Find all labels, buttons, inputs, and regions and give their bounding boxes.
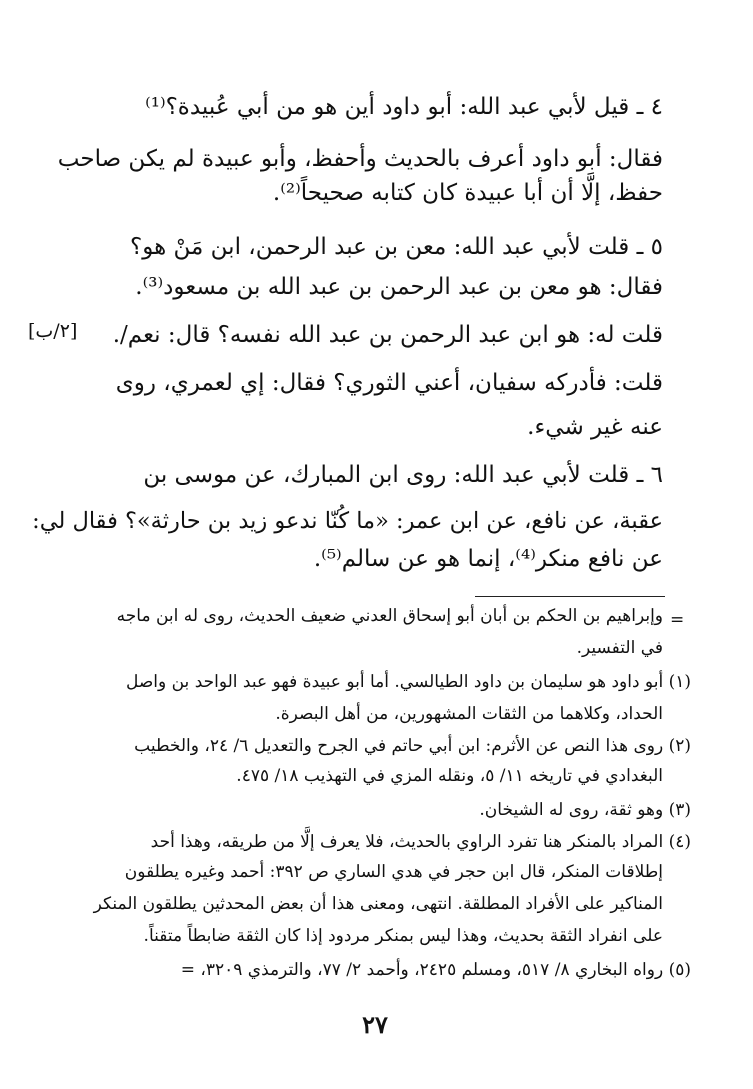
body-line: ٦ ـ قلت لأبي عبد الله: روى ابن المبارك، عن موسى بن (143, 462, 663, 488)
footnote-line: وإبراهيم بن الحكم بن أبان أبو إسحاق العدني ضعيف الحديث، روى له ابن ماجه (116, 606, 663, 626)
footnote-line: إطلاقات المنكر، قال ابن حجر في هدي الساري ص ٣٩٢: أحمد وغيره يطلقون (124, 862, 663, 882)
body-line: فقال: هو معن بن عبد الرحمن بن عبد الله بن مسعود⁽³⁾. (135, 274, 663, 300)
body-line: ٤ ـ قيل لأبي عبد الله: أبو داود أين هو من أبي عُبيدة؟⁽¹⁾ (145, 94, 663, 120)
footnote-line: (١) أبو داود هو سليمان بن داود الطيالسي. أما أبو عبيدة فهو عبد الواحد بن واصل (125, 672, 691, 692)
footnote-line: في التفسير. (576, 638, 663, 658)
body-line: فقال: أبو داود أعرف بالحديث وأحفظ، وأبو عبيدة لم يكن صاحب (57, 146, 663, 172)
body-line: عقبة، عن نافع، عن ابن عمر: «ما كُنّا ندعو زيد بن حارثة»؟ فقال لي: (32, 508, 663, 534)
body-line: قلت له: هو ابن عبد الرحمن بن عبد الله نفسه؟ قال: نعم/. (112, 322, 663, 348)
footnote-line: (٣) وهو ثقة، روى له الشيخان. (479, 800, 691, 820)
body-line: عن نافع منكر⁽⁴⁾، إنما هو عن سالم⁽⁵⁾. (313, 546, 663, 572)
footnote-line: على انفراد الثقة بحديث، وهذا ليس بمنكر مردود إذا كان الثقة ضابطاً متقناً. (143, 926, 663, 946)
footnote-line: (٥) رواه البخاري ٨/ ٥١٧، ومسلم ٢٤٢٥، وأحمد ٢/ ٧٧، والترمذي ٣٢٠٩، = (180, 960, 691, 980)
footnote-line: المناكير على الأفراد المطلقة. انتهى، ومعنى هذا أن بعض المحدثين يطلقون المنكر (93, 894, 663, 914)
body-line: حفظ، إلَّا أن أبا عبيدة كان كتابه صحيحاً⁽²⁾. (272, 180, 663, 206)
manuscript-folio-marker: [٢/ب] (28, 320, 78, 342)
body-line: قلت: فأدركه سفيان، أعني الثوري؟ فقال: إي لعمري، روى (115, 370, 663, 396)
footnote-line: الحداد، وكلاهما من الثقات المشهورين، من أهل البصرة. (275, 704, 663, 724)
body-line: عنه غير شيء. (527, 414, 663, 440)
body-line: ٥ ـ قلت لأبي عبد الله: معن بن عبد الرحمن، ابن مَنْ هو؟ (130, 234, 663, 260)
continuation-mark: = (670, 610, 685, 630)
footnote-separator (475, 596, 665, 597)
footnote-line: (٢) روى هذا النص عن الأثرم: ابن أبي حاتم في الجرح والتعديل ٦/ ٢٤، والخطيب (134, 736, 691, 756)
footnote-line: (٤) المراد بالمنكر هنا تفرد الراوي بالحديث، فلا يعرف إلَّا من طريقه، وهذا أحد (150, 832, 691, 852)
footnote-line: البغدادي في تاريخه ١١/ ٥، ونقله المزي في التهذيب ١٨/ ٤٧٥. (236, 766, 663, 786)
page-number: ٢٧ (362, 1010, 388, 1039)
